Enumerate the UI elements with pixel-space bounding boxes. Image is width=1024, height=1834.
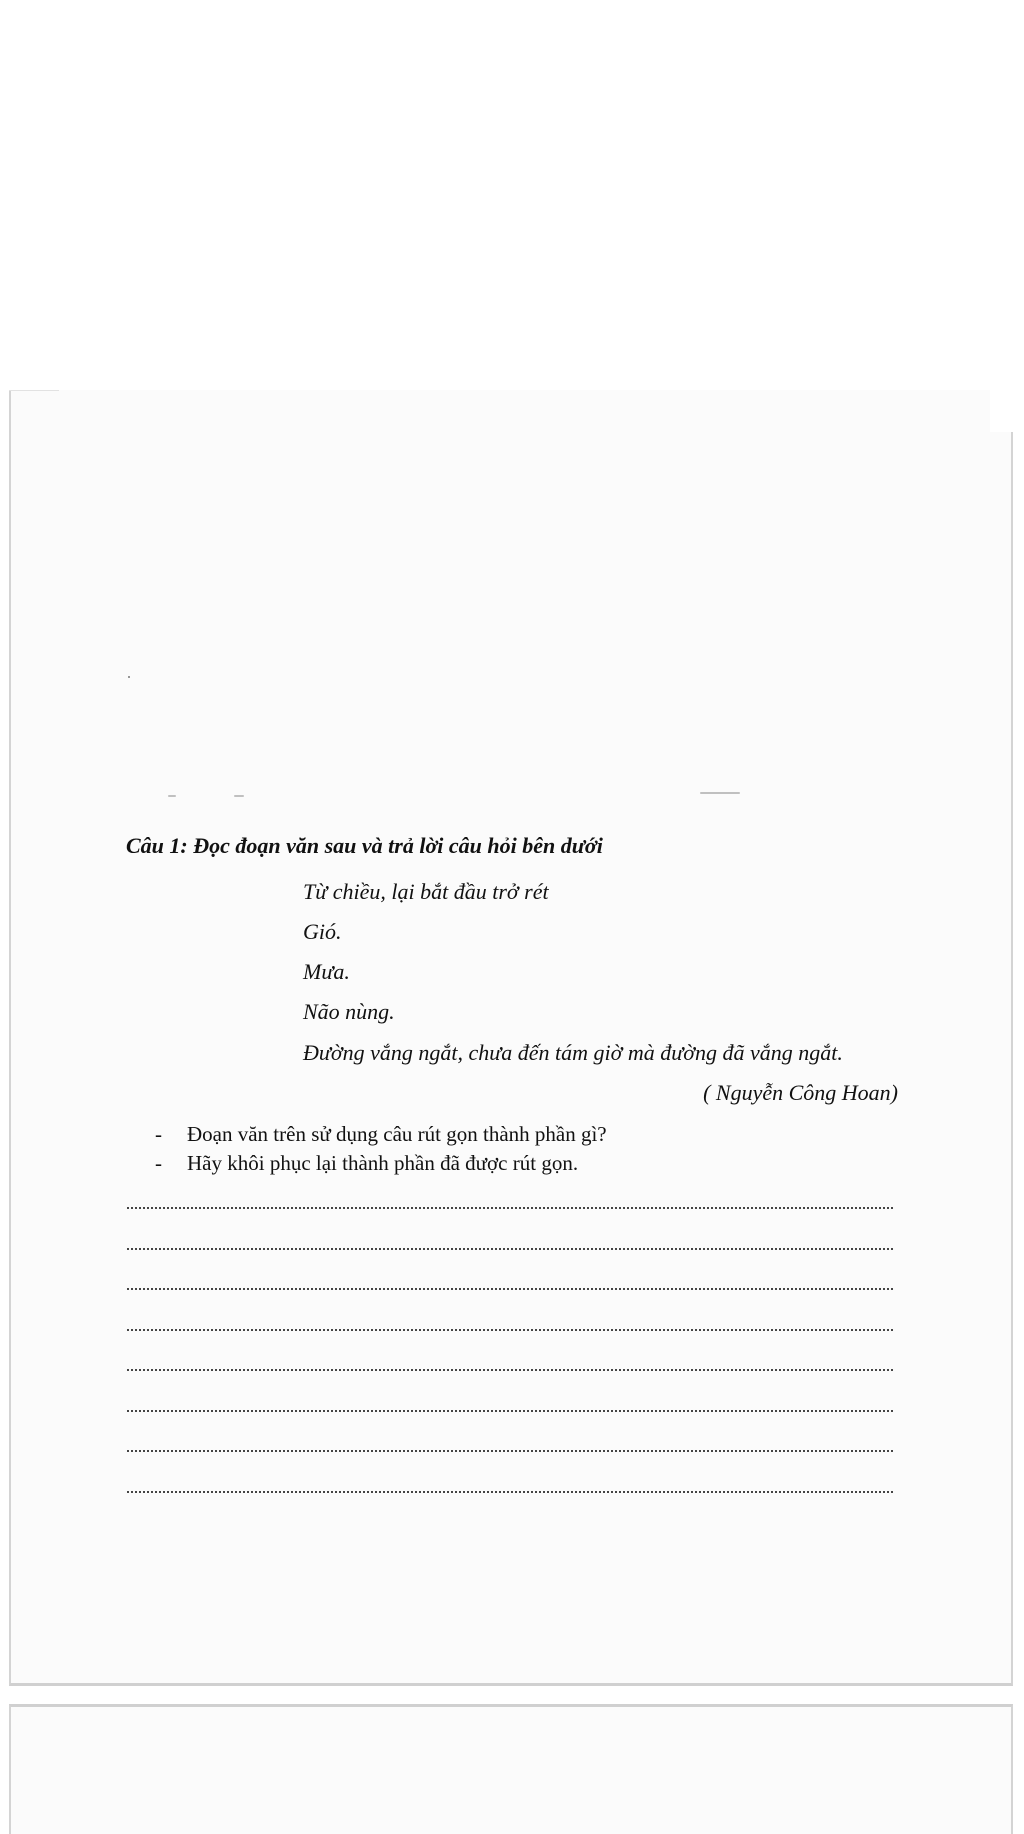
task-text: Đoạn văn trên sử dụng câu rút gọn thành phần gì? bbox=[187, 1122, 607, 1146]
page-corner-gap bbox=[990, 390, 1020, 432]
task-item-2 bbox=[155, 1151, 578, 1176]
question-title: Câu 1: Đọc đoạn văn sau và trả lời câu hỏi bên dưới bbox=[126, 833, 603, 858]
answer-line[interactable] bbox=[127, 1410, 893, 1412]
task-bullet: - bbox=[155, 1122, 162, 1146]
passage-line-4: Não nùng. bbox=[303, 999, 395, 1024]
task-text: Hãy khôi phục lại thành phần đã được rút gọn. bbox=[187, 1151, 579, 1175]
scan-mark bbox=[234, 795, 244, 797]
passage-line-3: Mưa. bbox=[303, 959, 350, 984]
answer-line[interactable] bbox=[127, 1288, 893, 1290]
passage-line-1: Từ chiều, lại bắt đầu trở rét bbox=[303, 879, 549, 904]
answer-line[interactable] bbox=[127, 1207, 893, 1209]
answer-line[interactable] bbox=[127, 1248, 893, 1250]
passage-line-2: Gió. bbox=[303, 919, 342, 944]
page-top-edge bbox=[9, 390, 59, 391]
passage-line-5: Đường vắng ngắt, chưa đến tám giờ mà đường đã vắng ngắt. bbox=[303, 1040, 843, 1065]
scan-mark bbox=[700, 792, 740, 794]
scan-mark bbox=[168, 795, 176, 797]
task-bullet: - bbox=[155, 1151, 162, 1175]
document-page-2 bbox=[9, 1704, 1013, 1834]
passage-attribution: ( Nguyễn Công Hoan) bbox=[703, 1080, 898, 1105]
answer-line[interactable] bbox=[127, 1450, 893, 1452]
answer-line[interactable] bbox=[127, 1369, 893, 1371]
answer-line[interactable] bbox=[127, 1491, 893, 1493]
answer-line[interactable] bbox=[127, 1329, 893, 1331]
task-item-1 bbox=[155, 1122, 607, 1147]
scan-speck bbox=[128, 676, 130, 678]
